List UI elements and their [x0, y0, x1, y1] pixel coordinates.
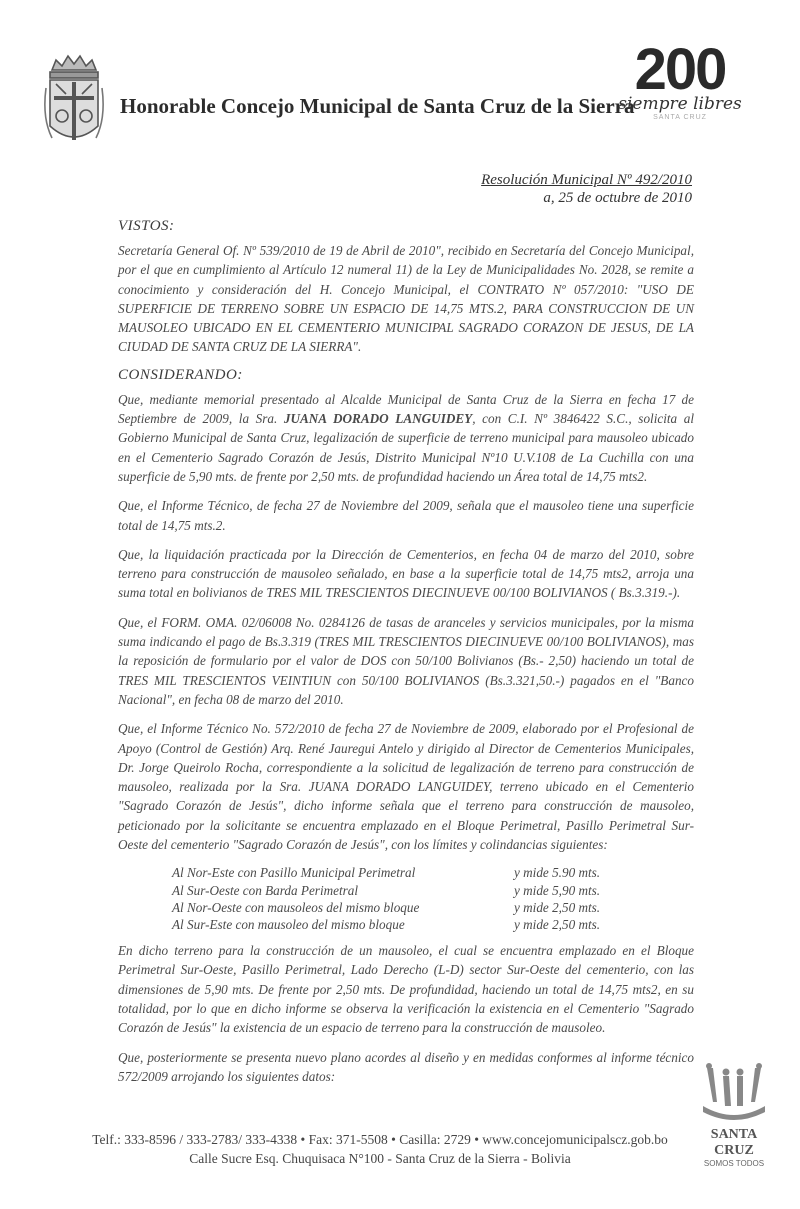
- santa-cruz-logo-tagline: SOMOS TODOS: [703, 1159, 765, 1168]
- boundary-row: [172, 864, 694, 881]
- boundary-side: Al Nor-Este con Pasillo Municipal Perimetral: [172, 865, 416, 881]
- boundary-side: Al Sur-Este con mausoleo del mismo bloque: [172, 916, 405, 932]
- considerando-paragraph-5: Que, el Informe Técnico No. 572/2010 de fecha 27 de Noviembre de 2009, elaborado por el Profesional de Apoyo (Control de Gestión) Arq. René Jauregui Antelo y dirigido al Director de Cementerios Municipales, Dr. Jorge Queirolo Rocha, correspondiente a la solicitud de legalización de terreno para construcción de mausoleo, realizada por la Sra. JUANA DORADO LANGUIDEY, terreno ubicado en el Cementerio "Sagrado Corazón de Jesús", dicho informe señala que el terreno para construcción de mausoleo, peticionado por la solicitante se encuentra emplazado en el Bloque Perimetral, Pasillo Perimetral Sur-Oeste del cementerio "Sagrado Corazón de Jesús", con los límites y colindancias siguientes:: [118, 721, 694, 853]
- boundary-row: [172, 882, 694, 899]
- council-name: Honorable Concejo Municipal de Santa Cruz de la Sierra: [120, 94, 635, 118]
- boundary-row: [172, 916, 694, 933]
- coat-of-arms-icon: [42, 48, 106, 152]
- anniversary-number: 200: [634, 37, 726, 102]
- considerando-heading: CONSIDERANDO:: [118, 366, 243, 383]
- santa-cruz-logo-name: SANTA CRUZ: [710, 1127, 758, 1158]
- boundary-row: [172, 899, 694, 916]
- document-body: [118, 218, 694, 1096]
- considerando-paragraph-6: En dicho terreno para la construcción de un mausoleo, el cual se encuentra emplazado en el Bloque Perimetral Sur-Oeste, Pasillo Perimetral, Lado Derecho (L-D) sector Sur-Oeste del cementerio, con las dimensiones de 5,90 mts. De frente por 2,50 mts. De profundidad, haciendo un total de 14,75 mts2, en su totalidad, por lo que en dicho informe se observa la verificación la existencia en el Cementerio "Sagrado Corazón de Jesús" la existencia de un espacio de terreno para la construcción de mausoleo.: [118, 943, 694, 1036]
- vistos-heading: VISTOS:: [118, 218, 175, 234]
- footer: [0, 1130, 760, 1168]
- applicant-name: JUANA DORADO LANGUIDEY: [283, 411, 473, 427]
- considerando-paragraph-1: [118, 390, 694, 486]
- footer-contact-line: Telf.: 333-8596 / 333-2783/ 333-4338 • Fax: 371-5508 • Casilla: 2729 • www.concejomunicipalscz.gob.bo: [92, 1132, 668, 1147]
- boundary-measure: y mide 5.90 mts.: [514, 865, 601, 881]
- boundary-measure: y mide 2,50 mts.: [514, 916, 601, 932]
- boundary-measure: y mide 5,90 mts.: [514, 882, 601, 898]
- considerando-paragraph-3: Que, la liquidación practicada por la Dirección de Cementerios, en fecha 04 de marzo del 2010, sobre terreno para construcción de mausoleo señalado, en base a la superficie total de 14,75 mts2, arroja una suma total en bolivianos de TRES MIL TRESCIENTOS DIECINUEVE 00/100 BOLIVIANOS ( Bs.3.319.-).: [118, 546, 694, 601]
- resolution-header: [481, 172, 692, 207]
- p1-text-b: , con C.I. Nº 3846422 S.C., solicita al Gobierno Municipal de Santa Cruz, legalización de superficie de terreno municipal para mausoleo ubicado en el Cementerio Sagrado Corazón de Jesús, Distrito Municipal Nº10 U.V.108 de La Cuchilla con una superficie de 5,90 mts. de frente por 2,50 mts. de profundidad haciendo un Área total de 14,75 mts2.: [118, 411, 695, 484]
- boundary-side: Al Nor-Oeste con mausoleos del mismo bloque: [172, 899, 420, 915]
- resolution-title: Resolución Municipal Nº 492/2010: [481, 172, 692, 188]
- anniversary-script: siempre libres: [618, 94, 742, 114]
- santa-cruz-figures-icon: [699, 1062, 769, 1124]
- anniversary-sub: SANTA CRUZ: [653, 114, 707, 121]
- boundary-side: Al Sur-Oeste con Barda Perimetral: [172, 882, 359, 898]
- boundaries-list: [172, 864, 694, 933]
- bicentennial-logo: [600, 37, 760, 140]
- vistos-paragraph: Secretaría General Of. Nº 539/2010 de 19 de Abril de 2010", recibido en Secretaría del Concejo Municipal, por el que en cumplimiento al Artículo 12 numeral 11) de la Ley de Municipalidades No. 2028, se remite a conocimiento y consideración del H. Concejo Municipal, el CONTRATO Nº 057/2010: "USO DE SUPERFICIE DE TERRENO SOBRE UN ESPACIO DE 14,75 MTS.2, PARA CONSTRUCCION DE UN MAUSOLEO UBICADO EN EL CEMENTERIO MUNICIPAL SAGRADO CORAZON DE JESUS, DE LA CIUDAD DE SANTA CRUZ DE LA SIERRA".: [118, 243, 694, 355]
- resolution-date: a, 25 de octubre de 2010: [543, 190, 692, 206]
- considerando-paragraph-7: Que, posteriormente se presenta nuevo plano acordes al diseño y en medidas conformes al informe técnico 572/2009 arrojando los siguientes datos:: [118, 1049, 694, 1084]
- considerando-paragraph-2: Que, el Informe Técnico, de fecha 27 de Noviembre del 2009, señala que el mausoleo tiene una superficie total de 14,75 mts.2.: [118, 498, 694, 533]
- p1-text-a: Que, mediante memorial presentado al Alcalde Municipal de Santa Cruz de la Sierra en fecha 17 de Septiembre de 2009, la Sra.: [118, 391, 694, 427]
- considerando-paragraph-4: Que, el FORM. OMA. 02/06008 No. 0284126 de tasas de aranceles y servicios municipales, por la misma suma indicando el pago de Bs.3.319 (TRES MIL TRESCIENTOS DIECINUEVE 00/100 BOLIVIANOS), mas la reposición de formulario por el valor de DOS con 50/100 Bolivianos (Bs.- 2,50) haciendo un total de TRES MIL TRESCIENTOS VEINTIUN con 50/100 BOLIVIANOS (Bs.3.321,50.-) pagados en el "Banco Nacional", en fecha 08 de marzo del 2010.: [118, 614, 694, 707]
- footer-address-line: Calle Sucre Esq. Chuquisaca N°100 - Santa Cruz de la Sierra - Bolivia: [189, 1151, 571, 1166]
- boundary-measure: y mide 2,50 mts.: [514, 899, 601, 915]
